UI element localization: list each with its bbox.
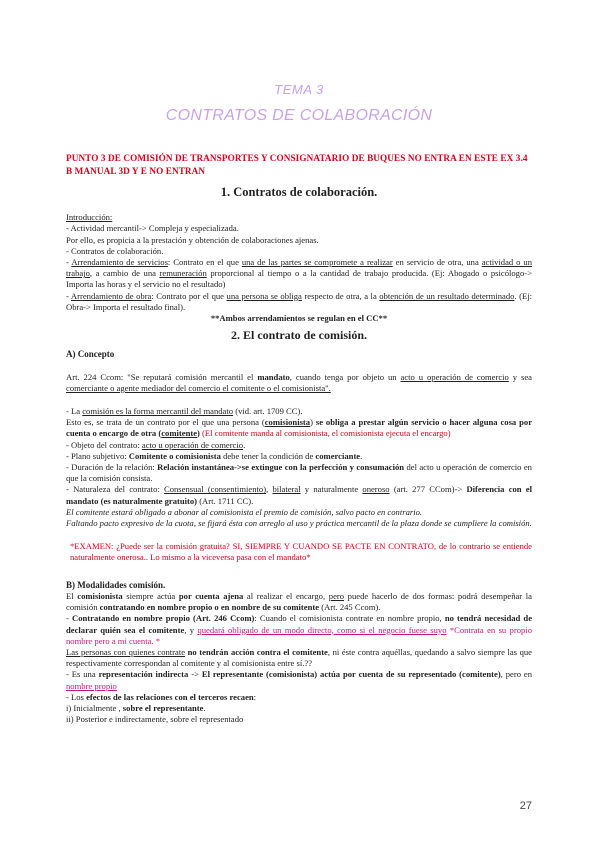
concept-line-8: Faltando pacto expresivo de la cuota, se fijará ésta con arreglo al uso y práctica mercantil de la plaza donde se cumpliere la comisión. bbox=[66, 518, 532, 529]
modalities-paragraph: El comisionista siempre actúa por cuenta ajena al realizar el encargo, pero puede hacerlo de dos formas: podrá desempeñar la comisión contratando en nombre propio o en nombre de su comitente (Art. 245 Ccom). bbox=[66, 590, 532, 613]
effects-line: - Los efectos de las relaciones con el terceros recaen: bbox=[66, 691, 257, 702]
effects-item-2: ii) Posterior e indirectamente, sobre el representado bbox=[66, 714, 244, 725]
topic-number: TEMA 3 bbox=[274, 82, 324, 97]
section-a-heading: A) Concepto bbox=[66, 349, 115, 360]
concept-line-6: - Naturaleza del contrato: Consensual (consentimiento), bilateral y naturalmente oneroso (art. 277 CCom)-> Diferencia con el mandato (es naturalmente gratuito) (Art. 1711 CC). bbox=[66, 484, 532, 506]
scope-note: PUNTO 3 DE COMISIÓN DE TRANSPORTES Y CONSIGNATARIO DE BUQUES NO ENTRA EN ESTE EX 3.4 B MANUAL 3D Y E NO ENTRAN bbox=[66, 153, 528, 176]
own-name-paragraph: - Contratando en nombre propio (Art. 246 Ccom): Cuando el comisionista contrate en nombre propio, no tendrá necesidad de declarar quién sea el comitente, y quedará obligado de un modo directo, como si el negocio fuese suyo *Contrata en su propio nombre pero a mi cuenta. * bbox=[66, 613, 533, 646]
article-224-paragraph: Art. 224 Ccom: "Se reputará comisión mercantil el mandato, cuando tenga por objeto un acto u operación de comercio y sea comerciante o agente mediador del comercio el comitente o el comisionista". bbox=[66, 371, 533, 393]
concept-line-4: - Plano subjetivo: Comitente o comisionista debe tener la condición de comerciante. bbox=[66, 450, 363, 461]
exam-note: *EXAMEN: ¿Puede ser la comisión gratuita? SI, SIEMPRE Y CUANDO SE PACTE EN CONTRATO, de lo contrario se entiende naturalmente onerosa.. Lo mismo a la viceversa pasa con el mandato* bbox=[70, 541, 532, 563]
page-number: 27 bbox=[519, 800, 532, 812]
intro-line-2: Por ello, es propicia a la prestación y obtención de colaboraciones ajenas. bbox=[66, 234, 319, 245]
intro-line-1: - Actividad mercantil-> Compleja y especializada. bbox=[66, 223, 239, 234]
intro-label: Introducción: bbox=[66, 212, 113, 223]
intro-line-3: - Contratos de colaboración. bbox=[66, 245, 164, 256]
topic-title: CONTRATOS DE COLABORACIÓN bbox=[165, 107, 433, 124]
concept-line-7: El comitente estará obligado a abonar al comisionista el premio de comisión, salvo pacto en contrario. bbox=[66, 506, 423, 517]
concept-line-2: Esto es, se trata de un contrato por el que una persona (comisionista) se obliga a prestar algún servicio o hacer alguna cosa por cuenta o encargo de otra (comitente) (El comitente manda al comisionista, el comisionista ejecuta el encargo) bbox=[66, 417, 533, 439]
cc-note: **Ambos arrendamientos se regulan en el CC** bbox=[210, 313, 388, 324]
third-parties-paragraph: Las personas con quienes contrate no tendrán acción contra el comitente, ni éste contra aquéllas, quedando a salvo siempre las que respectivamente correspondan al comitente y al comisionista entre sí.?? bbox=[66, 646, 532, 669]
concept-line-1: - La comisión es la forma mercantil del mandato (vid. art. 1709 CC). bbox=[66, 406, 303, 417]
section-2-title: 2. El contrato de comisión. bbox=[231, 328, 367, 343]
indirect-representation: - Es una representación indirecta -> El representante (comisionista) actúa por cuenta de su representado (comitente), pero en nombre propio bbox=[66, 669, 533, 691]
services-paragraph: - Arrendamiento de servicios: Contrato en el que una de las partes se compromete a realizar en servicio de otra, una actividad o un trabajo, a cambio de una remuneración proporcional al tiempo o a la cantidad de trabajo producida. (Ej: Abogado o psicólogo-> Importa las horas y el servicio no el resultado) bbox=[66, 257, 532, 290]
section-b-heading: B) Modalidades comisión. bbox=[66, 579, 166, 590]
section-1-title: 1. Contratos de colaboración. bbox=[220, 185, 378, 199]
concept-line-5: - Duración de la relación: Relación instantánea->se extingue con la perfección y consumación del acto u operación de comercio en que la comisión consista. bbox=[66, 462, 532, 484]
concept-line-3: - Objeto del contrato: acto u operación de comercio. bbox=[66, 439, 246, 450]
work-paragraph: - Arrendamiento de obra: Contrato por el que una persona se obliga respecto de otra, a la obtención de un resultado determinado. (Ej: Obra-> Importa el resultado final). bbox=[66, 290, 532, 312]
effects-item-1: i) Inicialmente , sobre el representante. bbox=[66, 702, 206, 713]
page-content bbox=[66, 82, 532, 725]
